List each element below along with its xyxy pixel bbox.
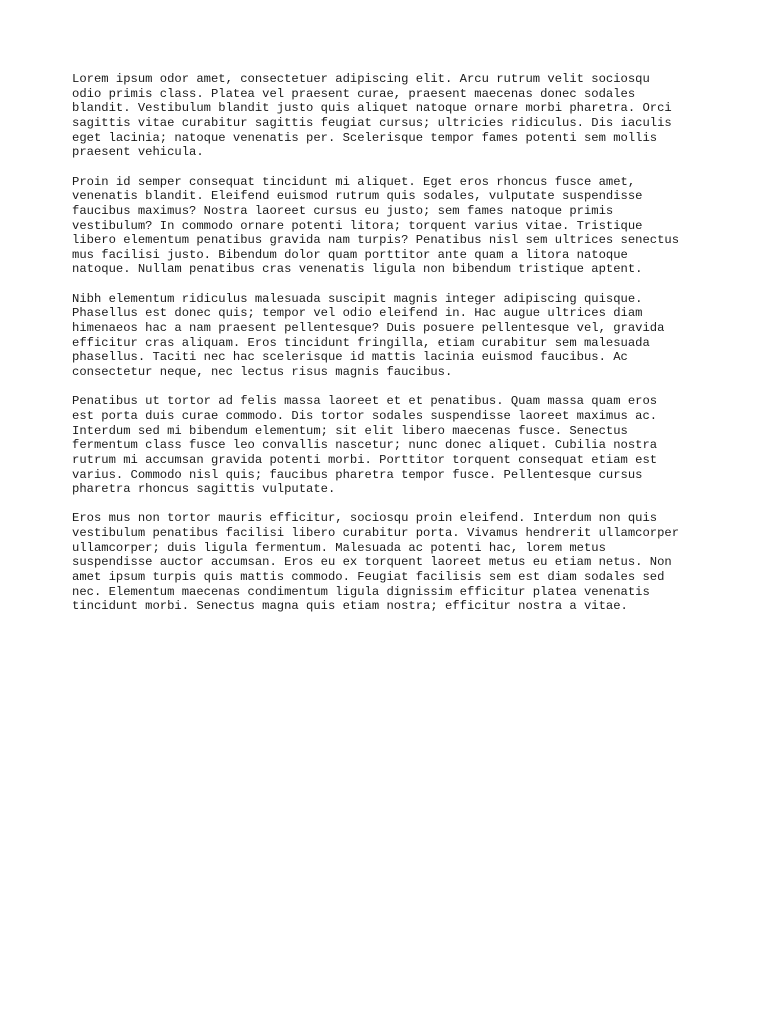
line: venenatis blandit. Eleifend euismod rutrum quis sodales, vulputate suspendisse: [72, 189, 643, 204]
line: ullamcorper; duis ligula fermentum. Malesuada ac potenti hac, lorem metus: [72, 540, 606, 555]
line: tincidunt morbi. Senectus magna quis etiam nostra; efficitur nostra a vitae.: [72, 599, 628, 614]
line: phasellus. Taciti nec hac scelerisque id mattis lacinia euismod faucibus. Ac: [72, 350, 628, 365]
line: Proin id semper consequat tincidunt mi aliquet. Eget eros rhoncus fusce amet,: [72, 174, 636, 189]
line: fermentum class fusce leo convallis nascetur; nunc donec aliquet. Cubilia nostra: [72, 438, 658, 453]
line: mus facilisi justo. Bibendum dolor quam porttitor ante quam a litora natoque: [72, 247, 628, 262]
line: efficitur cras aliquam. Eros tincidunt fringilla, etiam curabitur sem malesuada: [72, 335, 650, 350]
line: Interdum sed mi bibendum elementum; sit elit libero maecenas fusce. Senectus: [72, 423, 628, 438]
line: pharetra rhoncus sagittis vulputate.: [72, 482, 336, 497]
line: suspendisse auctor accumsan. Eros eu ex torquent laoreet metus eu etiam netus. Non: [72, 555, 672, 570]
paragraph-5: [72, 511, 712, 614]
line: amet ipsum turpis quis mattis commodo. Feugiat facilisis sem est diam sodales sed: [72, 570, 665, 585]
paragraph-2: [72, 175, 712, 278]
line: Nibh elementum ridiculus malesuada suscipit magnis integer adipiscing quisque.: [72, 291, 643, 306]
document-page: [72, 72, 712, 629]
line: Lorem ipsum odor amet, consectetuer adipiscing elit. Arcu rutrum velit sociosqu: [72, 72, 650, 86]
line: Phasellus est donec quis; tempor vel odio eleifend in. Hac augue ultrices diam: [72, 306, 643, 321]
line: himenaeos hac a nam praesent pellentesque? Duis posuere pellentesque vel, gravida: [72, 321, 665, 336]
line: natoque. Nullam penatibus cras venenatis ligula non bibendum tristique aptent.: [72, 262, 643, 277]
line: odio primis class. Platea vel praesent curae, praesent maecenas donec sodales: [72, 86, 636, 101]
paragraph-1: [72, 72, 712, 160]
line: faucibus maximus? Nostra laoreet cursus eu justo; sem fames natoque primis: [72, 203, 614, 218]
line: rutrum mi accumsan gravida potenti morbi. Porttitor torquent consequat etiam est: [72, 452, 658, 467]
line: consectetur neque, nec lectus risus magnis faucibus.: [72, 365, 453, 379]
line: blandit. Vestibulum blandit justo quis aliquet natoque ornare morbi pharetra. Orci: [72, 101, 672, 116]
line: eget lacinia; natoque venenatis per. Scelerisque tempor fames potenti sem mollis: [72, 130, 658, 145]
line: est porta duis curae commodo. Dis tortor sodales suspendisse laoreet maximus ac.: [72, 408, 658, 423]
line: vestibulum? In commodo ornare potenti litora; torquent varius vitae. Tristique: [72, 218, 643, 233]
line: sagittis vitae curabitur sagittis feugiat cursus; ultricies ridiculus. Dis iaculis: [72, 115, 672, 130]
line: Penatibus ut tortor ad felis massa laoreet et et penatibus. Quam massa quam eros: [72, 394, 658, 409]
line: vestibulum penatibus facilisi libero curabitur porta. Vivamus hendrerit ullamcorper: [72, 526, 680, 541]
paragraph-3: [72, 292, 712, 380]
line: praesent vehicula.: [72, 145, 204, 160]
paragraph-4: [72, 394, 712, 497]
line: nec. Elementum maecenas condimentum ligula dignissim efficitur platea venenatis: [72, 584, 650, 599]
line: varius. Commodo nisl quis; faucibus pharetra tempor fusce. Pellentesque cursus: [72, 467, 643, 482]
line: libero elementum penatibus gravida nam turpis? Penatibus nisl sem ultrices senectus: [72, 233, 680, 248]
line: Eros mus non tortor mauris efficitur, sociosqu proin eleifend. Interdum non quis: [72, 511, 658, 526]
